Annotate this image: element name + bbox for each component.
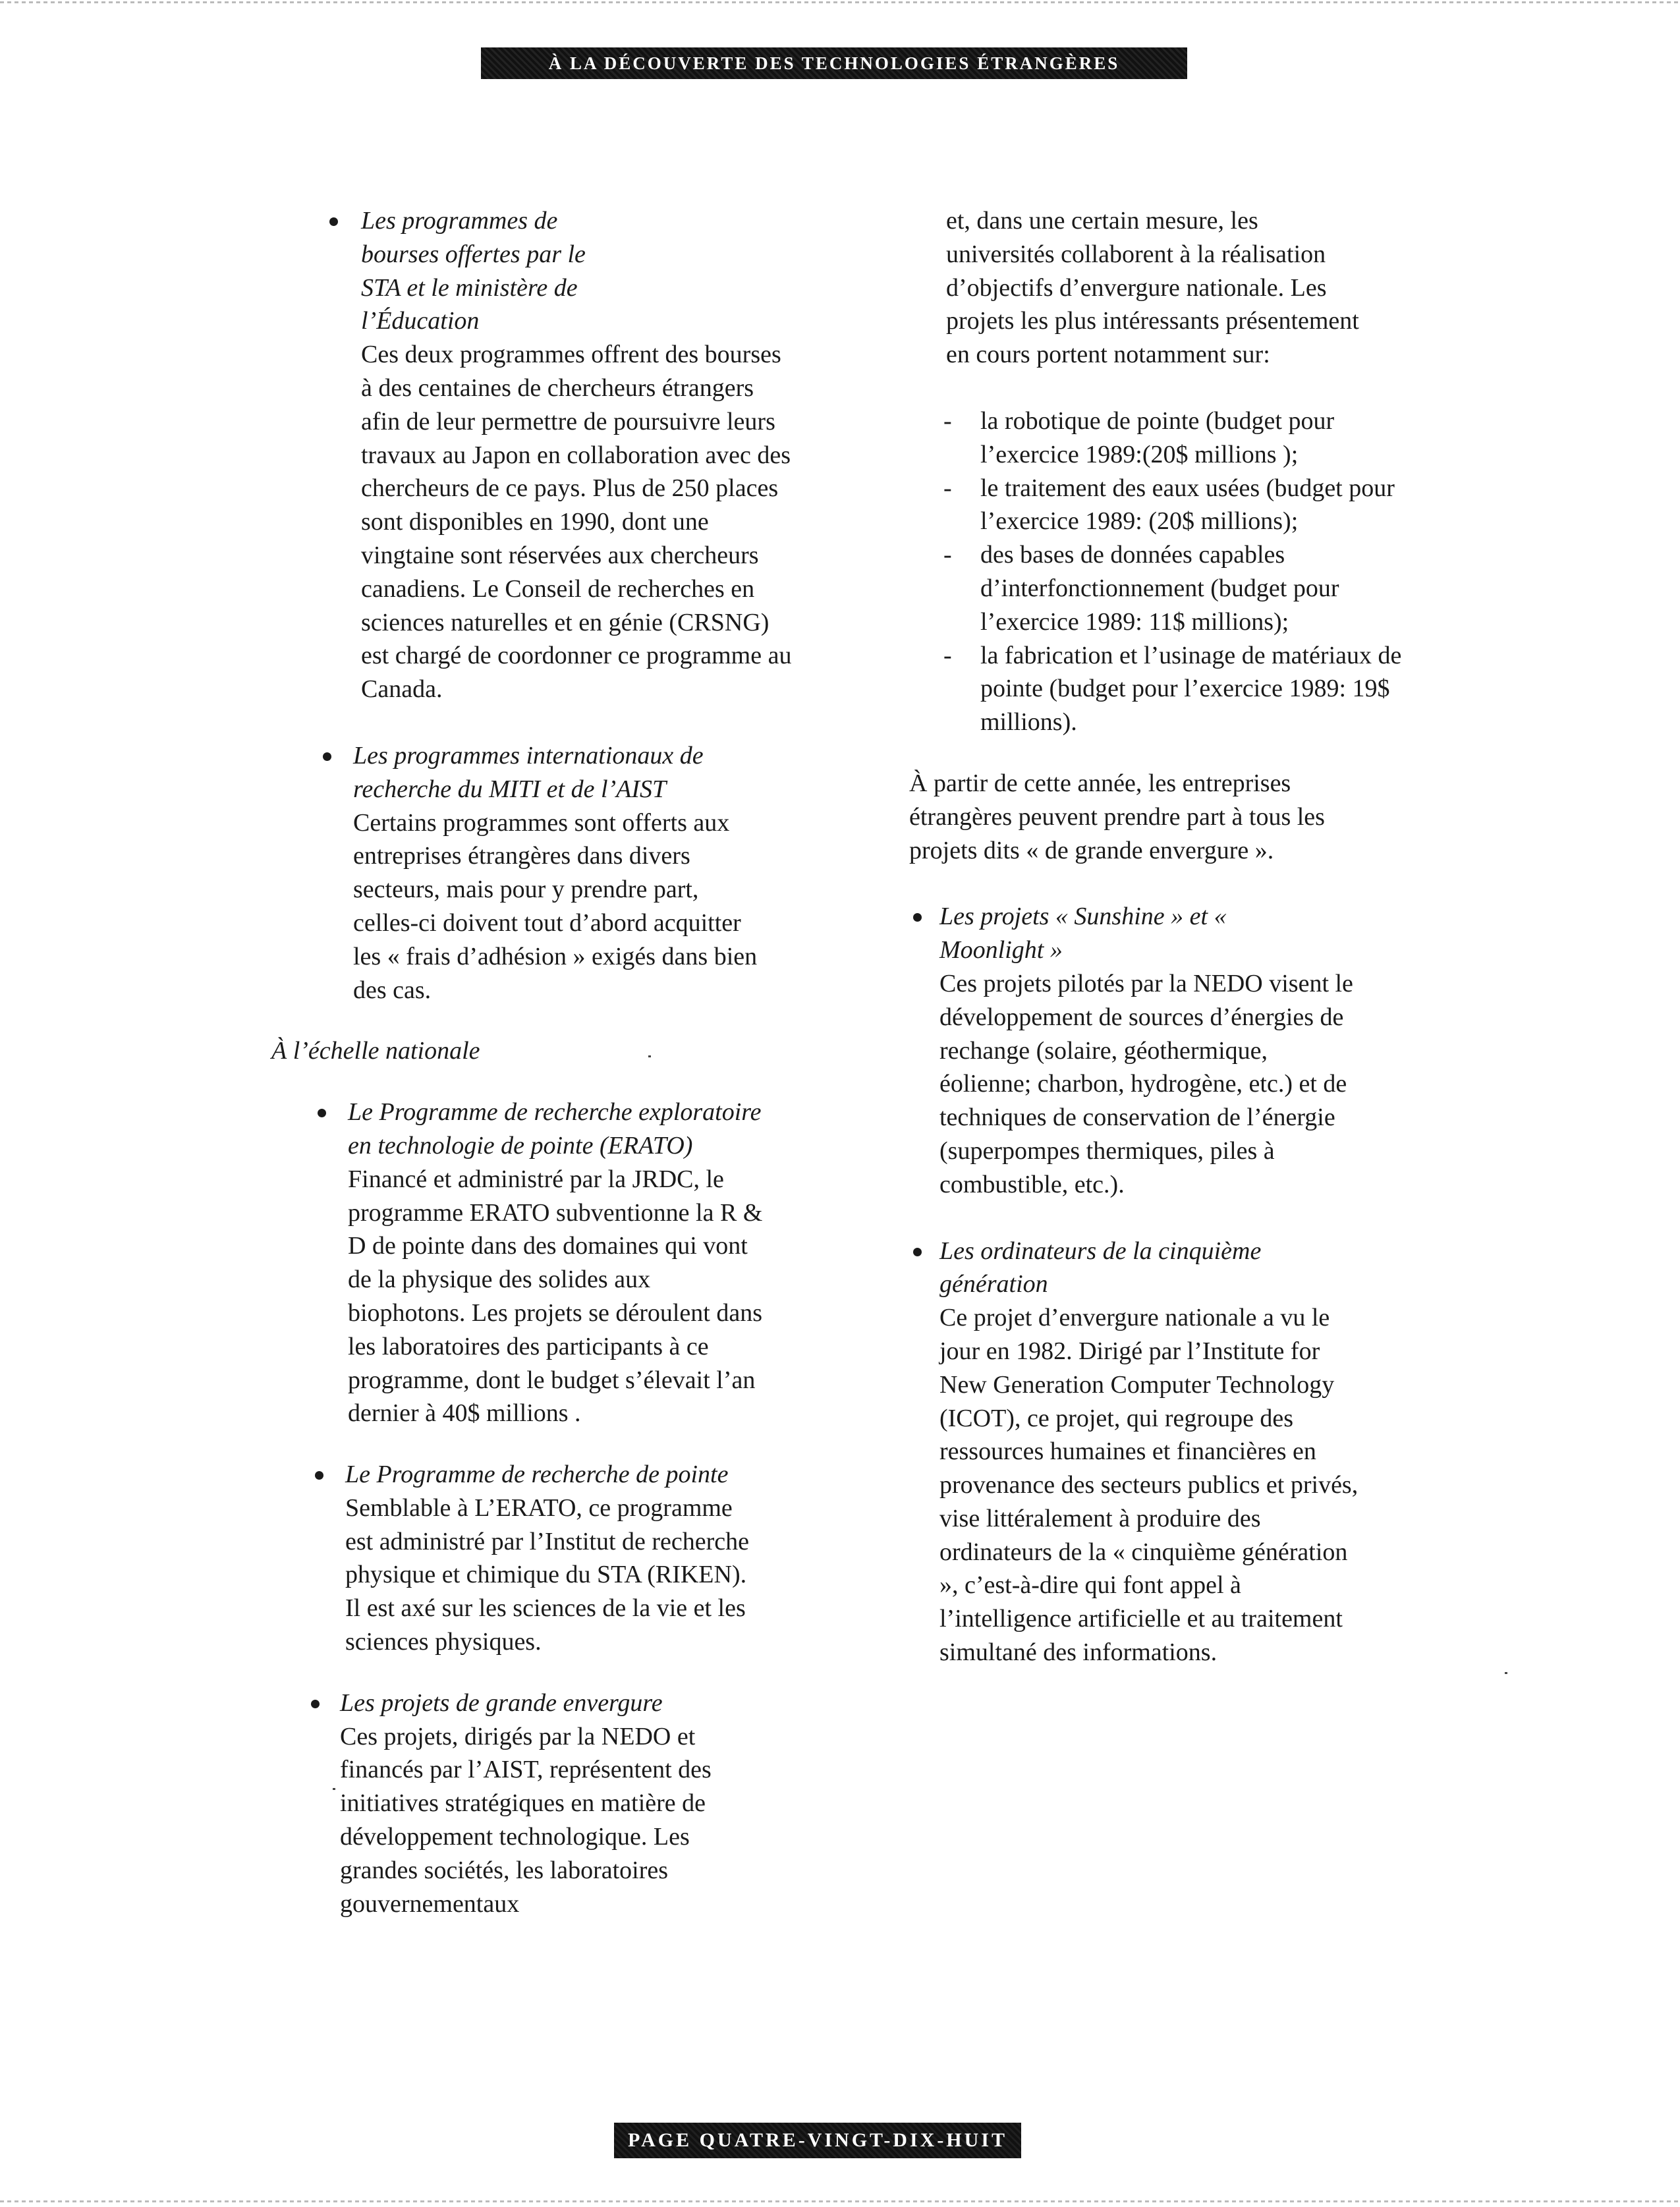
- bullet-body: Semblable à L’ERATO, ce programme est administré par l’Institut de recherche physique et chimique du STA (RIKEN). Il est axé sur les sciences de la vie et les sciences physiques.: [345, 1494, 750, 1656]
- bullet-item-cinquieme-generation: [909, 1235, 1436, 1669]
- dash-marker: -: [943, 474, 952, 502]
- dash-text: la fabrication et l’usinage de matériaux de pointe (budget pour l’exercice 1989: 19$ millions).: [980, 641, 1402, 737]
- bullet-body: Financé et administré par la JRDC, le programme ERATO subventionne la R & D de pointe dans des domaines qui vont de la physique des solides aux biophotons. Les projets se déroulent dans les laboratoires des participants à ce programme, dont le budget s’élevait l’an dernier à 40$ millions .: [348, 1165, 763, 1428]
- bullet-item-grande-envergure: [277, 1687, 804, 1921]
- bullet-title: Les ordinateurs de la cinquième génération: [939, 1237, 1262, 1299]
- bullet-icon: [913, 913, 922, 922]
- scan-edge-bottom: [0, 2200, 1680, 2202]
- continuation-paragraph: et, dans une certain mesure, les universités collaborent à la réalisation d’objectifs d’envergure nationale. Les projets les plus intéressants présentement en cours portent notamment sur:: [946, 207, 1359, 369]
- header-title: À LA DÉCOUVERTE DES TECHNOLOGIES ÉTRANGÈRES: [548, 53, 1120, 73]
- bullet-icon: [329, 217, 338, 226]
- right-column: [909, 204, 1436, 1669]
- bullet-title: Le Programme de recherche exploratoire en technologie de pointe (ERATO): [348, 1098, 762, 1159]
- header-banner: [481, 47, 1187, 79]
- bullet-title: Les projets de grande envergure: [340, 1689, 663, 1717]
- bullet-body: Ces projets, dirigés par la NEDO et financés par l’AIST, représentent des initiatives stratégiques en matière de développement technologique. Les grandes sociétés, les laboratoires gouvernementaux: [340, 1722, 712, 1918]
- bullet-item-erato: [277, 1096, 804, 1430]
- bullet-item-riken: [277, 1458, 804, 1659]
- dash-marker: -: [943, 641, 952, 669]
- scan-speck: [1505, 1672, 1507, 1674]
- footer-banner: [614, 2123, 1021, 2158]
- dash-text: la robotique de pointe (budget pour l’exercice 1989:(20$ millions );: [980, 406, 1335, 468]
- scan-speck: [333, 1788, 335, 1790]
- dash-marker: -: [943, 406, 952, 435]
- bullet-body: Certains programmes sont offerts aux entreprises étrangères dans divers secteurs, mais pour y prendre part, celles-ci doivent tout d’abord acquitter les « frais d’adhésion » exigés dans bien des cas.: [353, 808, 758, 1004]
- scan-edge-top: [0, 1, 1680, 3]
- bullet-title: Le Programme de recherche de pointe: [345, 1461, 729, 1489]
- bullet-icon: [315, 1471, 323, 1480]
- dash-list: [909, 405, 1436, 739]
- bullet-title: Les programmes internationaux de recherche du MITI et de l’AIST: [353, 741, 704, 803]
- dash-text: le traitement des eaux usées (budget pour l’exercice 1989: (20$ millions);: [980, 474, 1395, 536]
- bullet-item-bourses: [277, 204, 804, 706]
- bullet-icon: [311, 1700, 320, 1708]
- dash-text: des bases de données capables d’interfonctionnement (budget pour l’exercice 1989: 11$ millions);: [980, 541, 1339, 636]
- paragraph: À partir de cette année, les entreprises étrangères peuvent prendre part à tous les projets dits « de grande envergure ».: [909, 769, 1325, 864]
- bullet-title: Les projets « Sunshine » et « Moonlight »: [939, 903, 1227, 964]
- dash-item: [909, 405, 1402, 472]
- scan-speck: [648, 1055, 651, 1057]
- page-label: PAGE QUATRE-VINGT-DIX-HUIT: [628, 2129, 1007, 2151]
- bullet-icon: [913, 1248, 922, 1256]
- bullet-body: Ce projet d’envergure nationale a vu le jour en 1982. Dirigé par l’Institute for New Generation Computer Technology (ICOT), ce projet, qui regroupe des ressources humaines et financières en provenance des secteurs publics et privés, vise littéralement à produire des ordinateurs de la « cinquième génération », c’est-à-dire qui font appel à l’intelligence artificielle et au traitement simultané des informations.: [939, 1304, 1358, 1667]
- dash-item: [909, 639, 1402, 739]
- bullet-body: Ces projets pilotés par la NEDO visent le développement de sources d’énergies de rechange (solaire, géothermique, éolienne; charbon, hydrogène, etc.) et de techniques de conservation de l’énergie (superpompes thermiques, piles à combustible, etc.).: [939, 969, 1353, 1198]
- bullet-body: Ces deux programmes offrent des bourses à des centaines de chercheurs étrangers afin de leur permettre de poursuivre leurs travaux au Japon en collaboration avec des chercheurs de ce pays. Plus de 250 places sont disponibles en 1990, dont une vingtaine sont réservées aux chercheurs canadiens. Le Conseil de recherches en sciences naturelles et en génie (CRSNG) est chargé de coordonner ce programme au Canada.: [361, 341, 792, 704]
- dash-item: [909, 538, 1402, 638]
- bullet-icon: [318, 1109, 326, 1117]
- bullet-item-sunshine: [909, 900, 1436, 1201]
- dash-marker: -: [943, 541, 952, 569]
- section-heading: À l’échelle nationale: [271, 1037, 480, 1065]
- dash-item: [909, 472, 1402, 539]
- bullet-title: Les programmes de bourses offertes par le STA et le ministère de l’Éducation: [361, 207, 586, 335]
- left-column: [271, 204, 804, 1920]
- bullet-item-miti: [277, 739, 804, 1007]
- bullet-icon: [323, 752, 331, 761]
